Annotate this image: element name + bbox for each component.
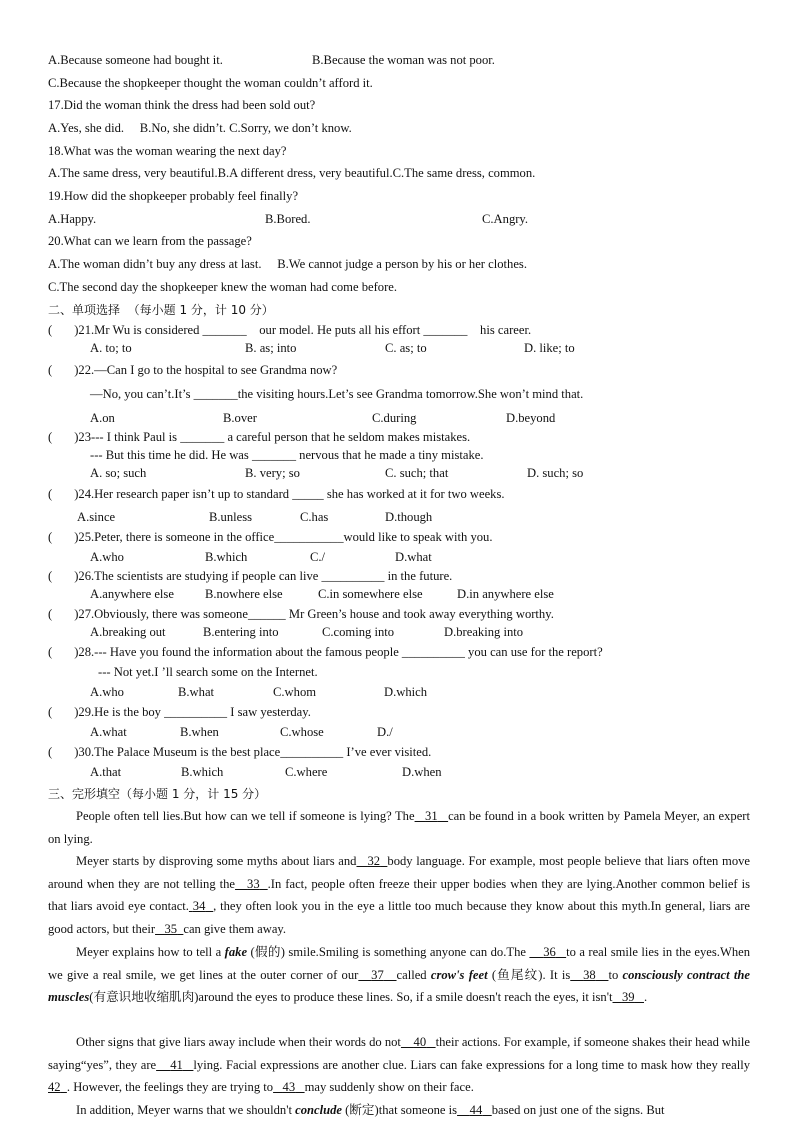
question-dialogue: --- Not yet.I ’ll search some on the Internet. bbox=[98, 665, 318, 679]
option: D.beyond bbox=[506, 411, 556, 425]
cloze-paragraph-3: Meyer explains how to tell a fake (假的) smile.Smiling is something anyone can do.The 36 to a real smile lies in the eyes.When we give a real smile, we get lines at the outer corner of our 37 called crow's feet (鱼尾纹). It is 38 to consciously contract the muscles(有意识地收缩肌肉)around the eyes to produce these lines. So, if a smile doesn't reach the eyes, it isn't 39 . bbox=[48, 945, 751, 1005]
option: A. so; such bbox=[90, 466, 147, 480]
option: B.unless bbox=[209, 510, 253, 524]
option: C.whose bbox=[280, 725, 324, 739]
q18-options: A.The same dress, very beautiful.B.A different dress, very beautiful.C.The same dress, common. bbox=[48, 166, 536, 180]
section-heading-multiple-choice: 二、单项选择 （每小题 1 分，计 10 分） bbox=[48, 303, 274, 317]
question-stem: ( )28.--- Have you found the information about the famous people __________ you can use for the report? bbox=[48, 645, 603, 659]
q19-option-b: B.Bored. bbox=[265, 212, 311, 226]
option: B.which bbox=[181, 765, 224, 779]
option: D.breaking into bbox=[444, 625, 524, 639]
option: C.whom bbox=[273, 685, 317, 699]
question-stem: ( )21.Mr Wu is considered _______ our model. He puts all his effort _______ his career. bbox=[48, 323, 532, 337]
q17-stem: 17.Did the woman think the dress had been sold out? bbox=[48, 98, 316, 112]
option: C./ bbox=[310, 550, 326, 564]
option: D.what bbox=[395, 550, 432, 564]
option: A.that bbox=[90, 765, 122, 779]
question-stem: ( )26.The scientists are studying if people can live __________ in the future. bbox=[48, 569, 453, 583]
q19-stem: 19.How did the shopkeeper probably feel finally? bbox=[48, 189, 299, 203]
option: A.who bbox=[90, 685, 124, 699]
question-stem: ( )23--- I think Paul is _______ a careful person that he seldom makes mistakes. bbox=[48, 430, 471, 444]
question-stem: ( )22.—Can I go to the hospital to see Grandma now? bbox=[48, 363, 338, 377]
option: C. such; that bbox=[385, 466, 449, 480]
q16-option-a: A.Because someone had bought it. bbox=[48, 53, 223, 67]
question-stem: ( )27.Obviously, there was someone______ Mr Green’s house and took away everything worthy. bbox=[48, 607, 554, 621]
option: D. like; to bbox=[524, 341, 575, 355]
option: A.breaking out bbox=[90, 625, 166, 639]
option: D.when bbox=[402, 765, 442, 779]
option: D.though bbox=[385, 510, 433, 524]
option: A.what bbox=[90, 725, 127, 739]
cloze-paragraph-2: Meyer starts by disproving some myths about liars and 32 body language. For example, most people believe that liars often move around when they are not telling the 33 .In fact, people often freeze their upper bodies when they are lying.Another common belief is that liars avoid eye contact. 34 , they often look you in the eye a little too much because they know about this myth.In general, liars are good actors, but their 35 can give them away. bbox=[48, 854, 751, 936]
option: D.in anywhere else bbox=[457, 587, 554, 601]
option: A.who bbox=[90, 550, 124, 564]
option: C.in somewhere else bbox=[318, 587, 423, 601]
option: D./ bbox=[377, 725, 393, 739]
cloze-paragraph-1: People often tell lies.But how can we tell if someone is lying? The 31 can be found in a book written by Pamela Meyer, an expert on lying. bbox=[48, 809, 750, 846]
option: D.which bbox=[384, 685, 428, 699]
option: C.has bbox=[300, 510, 329, 524]
question-stem: ( )24.Her research paper isn’t up to standard _____ she has worked at it for two weeks. bbox=[48, 487, 505, 501]
option: A. to; to bbox=[90, 341, 132, 355]
option: A.since bbox=[77, 510, 116, 524]
option: B.over bbox=[223, 411, 257, 425]
question-stem: ( )29.He is the boy __________ I saw yesterday. bbox=[48, 705, 311, 719]
question-dialogue: --- But this time he did. He was _______ nervous that he made a tiny mistake. bbox=[90, 448, 484, 462]
option: B.what bbox=[178, 685, 215, 699]
option: C.where bbox=[285, 765, 328, 779]
q20-stem: 20.What can we learn from the passage? bbox=[48, 234, 252, 248]
q19-option-a: A.Happy. bbox=[48, 212, 97, 226]
option: A.on bbox=[90, 411, 115, 425]
question-dialogue: —No, you can’t.It’s _______the visiting hours.Let’s see Grandma tomorrow.She won’t mind that. bbox=[90, 387, 584, 401]
option: C. as; to bbox=[385, 341, 427, 355]
option: C.during bbox=[372, 411, 417, 425]
cloze-paragraph-4: Other signs that give liars away include when their words do not 40 their actions. For example, if someone shakes their head while saying“yes”, they are 41 lying. Facial expressions are another clue. Liars can fake expressions for a long time to mask how they really 42 . However, the feelings they are trying to 43 may suddenly show on their face. bbox=[48, 1035, 751, 1095]
section-heading-cloze: 三、完形填空（每小题 1 分，计 15 分） bbox=[48, 787, 267, 801]
option: C.coming into bbox=[322, 625, 395, 639]
q20-option-c: C.The second day the shopkeeper knew the woman had come before. bbox=[48, 280, 398, 294]
option: B. very; so bbox=[245, 466, 300, 480]
q19-option-c: C.Angry. bbox=[482, 212, 529, 226]
option: A.anywhere else bbox=[90, 587, 174, 601]
cloze-paragraph-5: In addition, Meyer warns that we shouldn't conclude (断定)that someone is 44 based on just one of the signs. But bbox=[76, 1103, 665, 1117]
q17-options: A.Yes, she did. B.No, she didn’t. C.Sorry, we don’t know. bbox=[48, 121, 352, 135]
q16-option-b: B.Because the woman was not poor. bbox=[312, 53, 495, 67]
option: B.which bbox=[205, 550, 248, 564]
option: B. as; into bbox=[245, 341, 297, 355]
option: B.entering into bbox=[203, 625, 279, 639]
q18-stem: 18.What was the woman wearing the next day? bbox=[48, 144, 287, 158]
question-stem: ( )25.Peter, there is someone in the office___________would like to speak with you. bbox=[48, 530, 493, 544]
option: D. such; so bbox=[527, 466, 584, 480]
question-stem: ( )30.The Palace Museum is the best place__________ I’ve ever visited. bbox=[48, 745, 432, 759]
q20-options-ab: A.The woman didn’t buy any dress at last. B.We cannot judge a person by his or her clothes. bbox=[48, 257, 527, 271]
option: B.when bbox=[180, 725, 219, 739]
option: B.nowhere else bbox=[205, 587, 283, 601]
q16-option-c: C.Because the shopkeeper thought the woman couldn’t afford it. bbox=[48, 76, 373, 90]
